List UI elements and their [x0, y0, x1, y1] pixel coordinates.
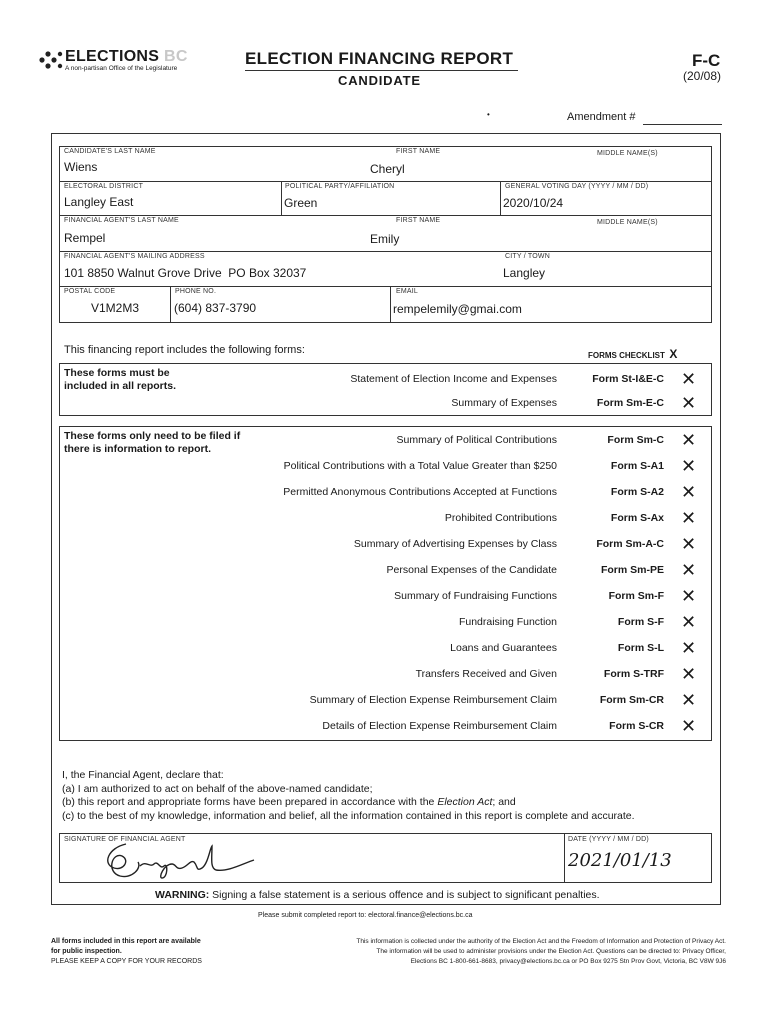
optional-form-desc: Details of Election Expense Reimbursement Claim	[322, 720, 557, 732]
required-forms-note: These forms must be included in all reports.	[64, 367, 177, 392]
form-version: (20/08)	[683, 69, 722, 83]
optional-form-checkbox[interactable]: ✕	[681, 482, 697, 502]
optional-form-code: Form S-A1	[610, 460, 664, 472]
email-label: EMAIL	[396, 288, 419, 295]
form-code: F-C	[692, 51, 721, 70]
declaration-line-2: (a) I am authorized to act on behalf of the above-named candidate;	[62, 782, 373, 795]
optional-form-code: Form S-CR	[609, 720, 664, 732]
required-form-code: Form Sm-E-C	[596, 397, 664, 409]
agent-city-label: CITY / TOWN	[505, 253, 550, 260]
optional-form-checkbox[interactable]: ✕	[681, 690, 697, 710]
forms-checklist-label: FORMS CHECKLIST	[588, 351, 665, 360]
optional-form-checkbox[interactable]: ✕	[681, 716, 697, 736]
optional-form-desc: Prohibited Contributions	[444, 512, 557, 524]
email-field[interactable]: rempelemily@gmai.com	[393, 302, 522, 316]
candidate-first-name-label: FIRST NAME	[396, 148, 441, 155]
declaration-line-4: (c) to the best of my knowledge, information and belief, all the information contained in this report is complete and accurate.	[62, 809, 635, 822]
agent-address-label: FINANCIAL AGENT'S MAILING ADDRESS	[64, 253, 205, 260]
optional-form-desc: Summary of Advertising Expenses by Class	[353, 538, 557, 550]
required-form-desc: Summary of Expenses	[451, 397, 557, 409]
agent-city-field[interactable]: Langley	[503, 266, 546, 280]
optional-form-desc: Summary of Political Contributions	[396, 434, 557, 446]
optional-form-code: Form Sm-C	[607, 434, 664, 446]
submit-note: Please submit completed report to: electoral.finance@elections.bc.ca	[258, 912, 473, 919]
signature-label: SIGNATURE OF FINANCIAL AGENT	[64, 836, 186, 843]
optional-form-code: Form Sm-A-C	[596, 538, 664, 550]
optional-form-desc: Summary of Fundraising Functions	[394, 590, 557, 602]
optional-form-desc: Permitted Anonymous Contributions Accepted at Functions	[283, 486, 557, 498]
page-subtitle: CANDIDATE	[338, 73, 421, 88]
page-title: ELECTION FINANCING REPORT	[245, 49, 514, 68]
district-field[interactable]: Langley East	[64, 195, 134, 209]
optional-form-desc: Transfers Received and Given	[415, 668, 557, 680]
forms-intro: This financing report includes the following forms:	[64, 344, 305, 356]
optional-form-checkbox[interactable]: ✕	[681, 430, 697, 450]
party-field[interactable]: Green	[284, 196, 318, 210]
agent-address-field[interactable]: 101 8850 Walnut Grove Drive PO Box 32037	[64, 266, 307, 280]
declaration-line-1: I, the Financial Agent, declare that:	[62, 769, 224, 781]
date-label: DATE (YYYY / MM / DD)	[568, 836, 649, 843]
postal-code-field[interactable]: V1M2M3	[91, 301, 140, 315]
warning-text: WARNING: Signing a false statement is a serious offence and is subject to significant penalties.	[155, 889, 600, 901]
logo-wordmark: ELECTIONS	[65, 48, 160, 65]
optional-form-desc: Personal Expenses of the Candidate	[386, 564, 557, 576]
candidate-first-name-field[interactable]: Cheryl	[370, 162, 405, 176]
amendment-label: Amendment #	[567, 111, 636, 123]
footer-left: All forms included in this report are available for public inspection. PLEASE KEEP A COPY FOR YOUR RECORDS	[51, 938, 202, 965]
forms-checklist-mark: X	[669, 347, 678, 361]
phone-field[interactable]: (604) 837-3790	[174, 301, 257, 315]
optional-form-code: Form S-L	[617, 642, 664, 654]
optional-form-checkbox[interactable]: ✕	[681, 664, 697, 684]
dots-logo-icon	[38, 49, 64, 71]
agent-last-name-label: FINANCIAL AGENT'S LAST NAME	[64, 217, 179, 224]
amendment-field[interactable]	[643, 124, 722, 125]
candidate-last-name-label: CANDIDATE'S LAST NAME	[64, 148, 156, 155]
optional-form-desc: Summary of Election Expense Reimbursement Claim	[309, 694, 557, 706]
agent-first-name-label: FIRST NAME	[396, 217, 441, 224]
declaration-text	[62, 769, 712, 823]
required-form-checkbox[interactable]: ✕	[681, 369, 697, 389]
optional-form-code: Form Sm-CR	[599, 694, 664, 706]
logo-tagline: A non-partisan Office of the Legislature	[65, 65, 178, 72]
optional-form-code: Form S-A2	[610, 486, 664, 498]
optional-form-checkbox[interactable]: ✕	[681, 534, 697, 554]
optional-form-code: Form Sm-F	[608, 590, 664, 602]
agent-signature[interactable]	[98, 838, 258, 883]
optional-form-code: Form S-TRF	[603, 668, 664, 680]
logo-bc: BC	[164, 48, 188, 65]
optional-form-checkbox[interactable]: ✕	[681, 456, 697, 476]
voting-day-field[interactable]: 2020/10/24	[503, 196, 564, 210]
date-field[interactable]: 2021/01/13	[568, 850, 672, 871]
required-form-desc: Statement of Election Income and Expenses	[350, 373, 557, 385]
optional-forms-note: These forms only need to be filed if there is information to report.	[64, 430, 241, 455]
party-label: POLITICAL PARTY/AFFILIATION	[285, 183, 395, 190]
district-label: ELECTORAL DISTRICT	[64, 183, 144, 190]
agent-middle-name-label: MIDDLE NAME(S)	[597, 219, 658, 226]
candidate-last-name-field[interactable]: Wiens	[64, 160, 98, 174]
optional-form-desc: Fundraising Function	[458, 616, 557, 628]
declaration-line-3: (b) this report and appropriate forms have been prepared in accordance with the Election Act; and	[62, 796, 516, 808]
required-form-code: Form St-I&E-C	[592, 373, 664, 385]
forms-checklist-header	[588, 345, 677, 363]
optional-form-checkbox[interactable]: ✕	[681, 586, 697, 606]
optional-form-desc: Political Contributions with a Total Value Greater than $250	[283, 460, 557, 472]
optional-form-checkbox[interactable]: ✕	[681, 612, 697, 632]
agent-last-name-field[interactable]: Rempel	[64, 231, 106, 245]
optional-form-checkbox[interactable]: ✕	[681, 508, 697, 528]
postal-code-label: POSTAL CODE	[64, 288, 116, 295]
footer-right: This information is collected under the authority of the Election Act and the Freedom of Information and Protection of Privacy Act. The information will be used to administer provisions under the Election Act. Questions can be directed to: Privacy Officer, Elections BC 1-800-661-8683, privacy@elections.bc.ca or PO Box 9275 Stn Prov Govt, Victoria, BC V8W 9J6	[356, 938, 726, 965]
agent-first-name-field[interactable]: Emily	[370, 232, 400, 246]
phone-label: PHONE NO.	[175, 288, 217, 295]
optional-form-code: Form S-Ax	[610, 512, 664, 524]
optional-form-desc: Loans and Guarantees	[450, 642, 557, 654]
optional-form-checkbox[interactable]: ✕	[681, 638, 697, 658]
required-form-checkbox[interactable]: ✕	[681, 393, 697, 413]
candidate-middle-name-label: MIDDLE NAME(S)	[597, 150, 658, 157]
optional-form-code: Form S-F	[617, 616, 664, 628]
optional-form-checkbox[interactable]: ✕	[681, 560, 697, 580]
voting-day-label: GENERAL VOTING DAY (YYYY / MM / DD)	[505, 183, 649, 190]
optional-form-code: Form Sm-PE	[600, 564, 664, 576]
